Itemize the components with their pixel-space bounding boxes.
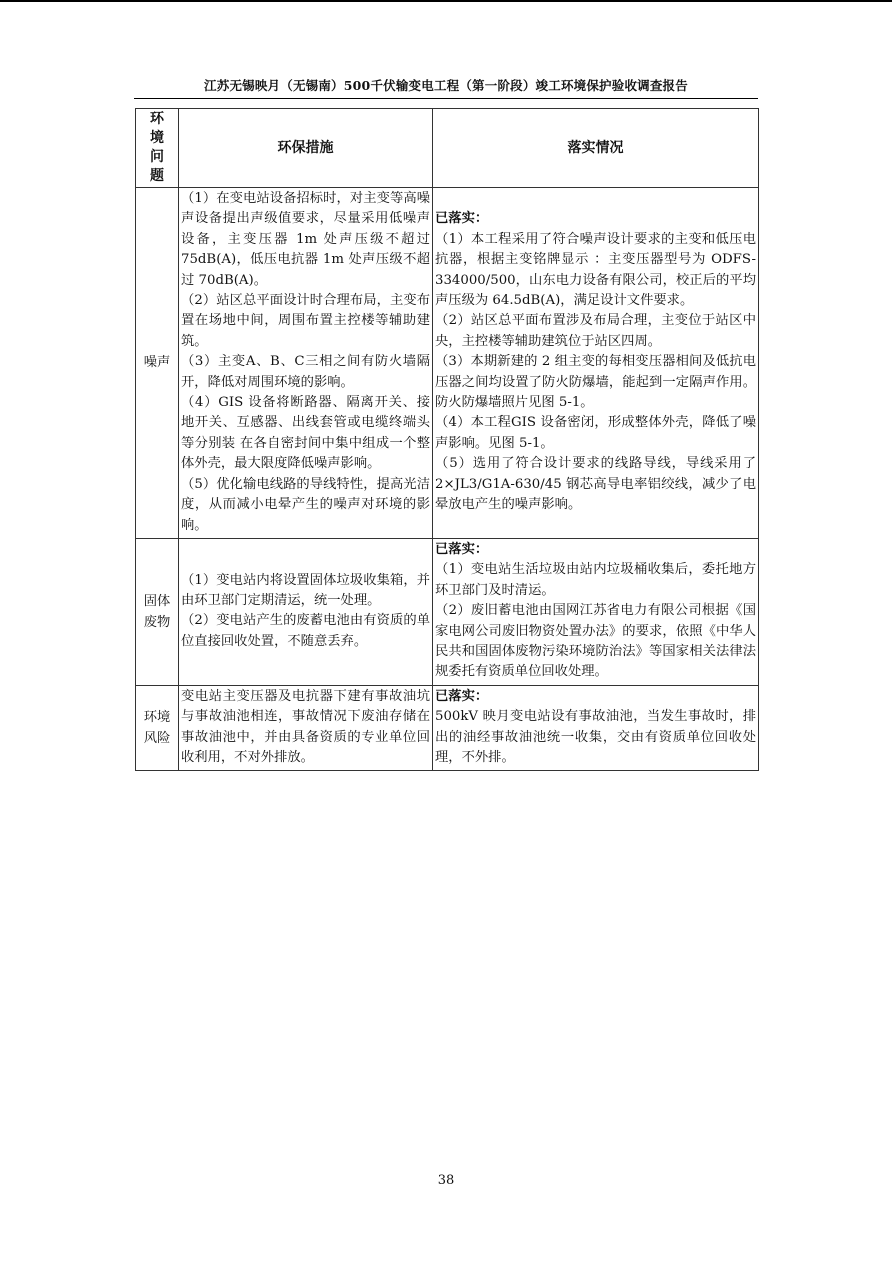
measures-cell-noise (179, 188, 433, 539)
implementation-paragraph: （5）选用了符合设计要求的线路导线，导线采用了 2×JL3/G1A-630/45 钢芯高导电率铝绞线，减少了电晕放电产生的噪声影响。 (435, 456, 756, 513)
table-row-solid-waste (136, 538, 759, 685)
measures-cell-environmental-risk (179, 685, 433, 771)
implementation-paragraph: 500kV 映月变电站设有事故油池，当发生事故时，排出的油经事故油池统一收集，交由有资质单位回收处理，不外排。 (435, 709, 756, 765)
issue-cell-solid-waste: 固体废物 (136, 538, 179, 685)
table-row-noise (136, 188, 759, 539)
implementation-cell-noise (433, 188, 759, 539)
issue-cell-environmental-risk: 环境风险 (136, 685, 179, 771)
measure-paragraph: （3）主变A、B、C三相之间有防火墙隔开，降低对周围环境的影响。 (181, 354, 430, 390)
implementation-cell-environmental-risk (433, 685, 759, 771)
table-header-row (136, 109, 759, 188)
measure-paragraph: （5）优化输电线路的导线特性，提高光洁度，从而减小电晕产生的噪声对环境的影响。 (181, 476, 430, 533)
environmental-measures-table (135, 108, 759, 771)
column-header-implementation: 落实情况 (433, 109, 759, 188)
running-header-title: 江苏无锡映月（无锡南）500千伏输变电工程（第一阶段）竣工环境保护验收调查报告 (204, 78, 688, 93)
measure-paragraph: 变电站主变压器及电抗器下建有事故油坑与事故油池相连，事故情况下废油存储在事故油池中，并由具备资质的专业单位回收利用，不对外排放。 (181, 688, 430, 765)
measure-paragraph: （2）站区总平面设计时合理布局，主变布置在场地中间，周围布置主控楼等辅助建筑。 (181, 293, 430, 349)
implementation-paragraph: （4）本工程GIS 设备密闭，形成整体外壳，降低了噪声影响。见图 5-1。 (435, 415, 756, 451)
measure-paragraph: （4）GIS 设备将断路器、隔离开关、接地开关、互感器、出线套管或电缆终端头等分别装 在各自密封间中集中组成一个整体外壳，最大限度降低噪声影响。 (181, 395, 430, 472)
column-header-issue: 环境问题 (136, 109, 179, 188)
column-header-measures: 环保措施 (179, 109, 433, 188)
implementation-paragraph: （3）本期新建的 2 组主变的每相变压器相间及低抗电压器之间均设置了防火防爆墙，能起到一定隔声作用。防火防爆墙照片见图 5-1。 (435, 354, 756, 411)
status-label: 已落实： (435, 688, 489, 704)
status-label: 已落实： (435, 211, 489, 227)
implementation-cell-solid-waste (433, 538, 759, 685)
table-row-environmental-risk (136, 685, 759, 771)
measure-paragraph: （2）变电站产生的废蓄电池由有资质的单位直接回收处置，不随意丢弃。 (181, 613, 430, 649)
top-border-line (0, 0, 892, 2)
measure-paragraph: （1）在变电站设备招标时，对主变等高噪声设备提出声级值要求，尽量采用低噪声设备，主变压器 1m 处声压级不超过 75dB(A)，低压电抗器 1m 处声压级不超过 70dB(A)。 (181, 191, 430, 288)
measure-paragraph: （1）变电站内将设置固体垃圾收集箱，并由环卫部门定期清运，统一处理。 (181, 572, 430, 608)
page-number: 38 (437, 1173, 455, 1188)
implementation-paragraph: （1）本工程采用了符合噪声设计要求的主变和低压电抗器，根据主变铭牌显示 ：主变压器型号为 ODFS-334000/500，山东电力设备有限公司，校正后的平均声压级为 64.5dB(A)，满足设计文件要求。 (435, 231, 756, 309)
implementation-paragraph: （2）站区总平面布置涉及布局合理，主变位于站区中央，主控楼等辅助建筑位于站区四周。 (435, 313, 756, 349)
header-divider (134, 98, 758, 99)
measures-cell-solid-waste (179, 538, 433, 685)
implementation-paragraph: （2）废旧蓄电池由国网江苏省电力有限公司根据《国家电网公司废旧物资处置办法》的要求，依照《中华人民共和国固体废物污染环境防治法》等国家相关法律法规委托有资质单位回收处理。 (435, 603, 756, 680)
issue-cell-noise: 噪声 (136, 188, 179, 539)
implementation-paragraph: （1）变电站生活垃圾由站内垃圾桶收集后，委托地方环卫部门及时清运。 (435, 562, 756, 598)
status-label: 已落实： (435, 541, 489, 557)
